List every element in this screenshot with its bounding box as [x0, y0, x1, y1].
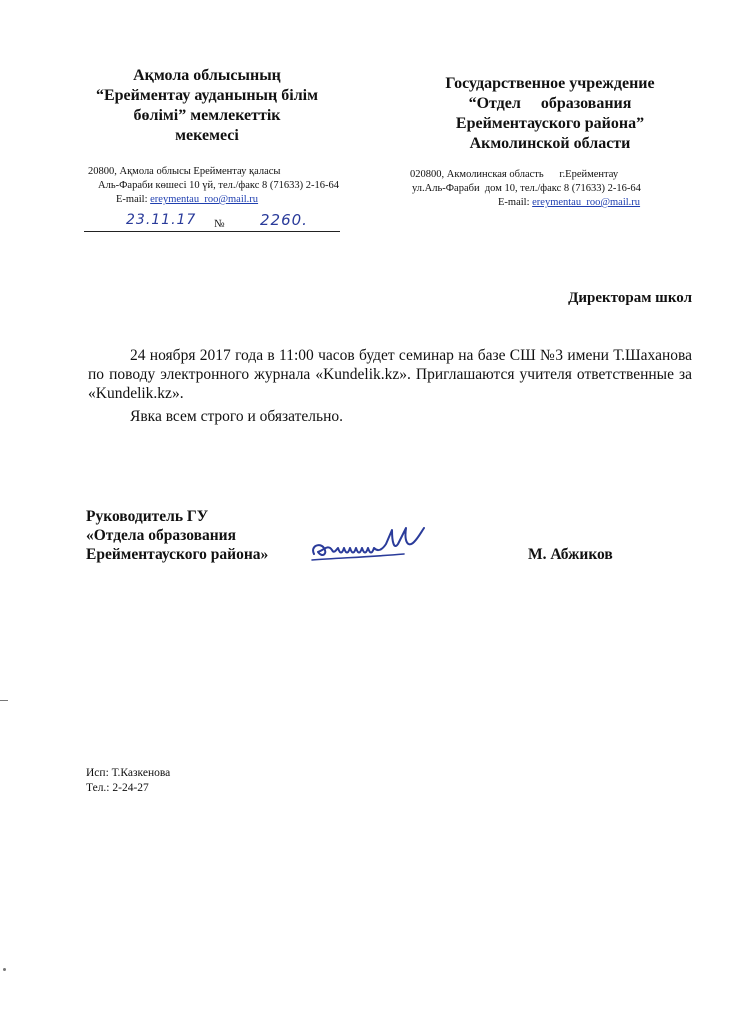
kz-email-link[interactable]: ereymentau_roo@mail.ru: [150, 194, 259, 205]
kz-address-line: 20800, Ақмола облысы Ерейментау қаласы: [88, 166, 281, 177]
kz-address-line: Аль-Фараби көшесі 10 үй, тел./факс 8 (71633) 2-16-64: [98, 180, 339, 191]
ru-address-line: 020800, Акмолинская область г.Ерейментау: [410, 169, 619, 180]
ru-title-line: “Отдел образования: [468, 95, 632, 112]
executor-phone: Тел.: 2-24-27: [86, 782, 149, 794]
ru-organization-title: [405, 74, 695, 154]
kz-title-line: мекемесі: [175, 127, 239, 144]
body-paragraph: 24 ноября 2017 года в 11:00 часов будет семинар на базе СШ №3 имени Т.Шаханова по поводу электронного журнала «Kundelik.kz». Приглашаются учителя ответственные за «Kundelik.kz».: [88, 347, 692, 402]
ru-email-line: [400, 196, 700, 210]
ru-title-line: Акмолинской области: [469, 135, 631, 152]
kz-address-block: [72, 165, 372, 207]
registration-underline: [84, 231, 340, 232]
executor-name: Исп: Т.Казкенова: [86, 767, 171, 779]
kz-title-line: “Ерейментау ауданының білім: [95, 87, 319, 104]
registration-line: [84, 211, 340, 234]
executor-block: [86, 766, 170, 796]
kz-organization-title: [62, 66, 352, 146]
signer-position-line: «Отдела образования: [86, 527, 236, 544]
handwritten-signature: [308, 520, 430, 570]
kz-email-line: [72, 193, 372, 207]
signer-position-line: Ерейментауского района»: [86, 546, 269, 563]
signer-position-line: Руководитель ГУ: [86, 508, 209, 525]
signer-position: [86, 507, 326, 564]
body-paragraph: Явка всем строго и обязательно.: [130, 408, 344, 425]
kz-title-line: Ақмола облысының: [133, 67, 281, 84]
scan-edge-mark: [0, 700, 8, 701]
ru-title-line: Ерейментауского района”: [455, 115, 645, 132]
signer-name: М. Абжиков: [528, 546, 613, 563]
ru-address-line: ул.Аль-Фараби дом 10, тел./факс 8 (71633) 2-16-64: [412, 183, 641, 194]
scan-edge-mark: [3, 968, 6, 971]
addressee: Директорам школ: [568, 290, 692, 306]
ru-title-line: Государственное учреждение: [445, 75, 655, 92]
kz-email-label: E-mail:: [116, 194, 151, 205]
ru-email-label: E-mail:: [498, 197, 533, 208]
registration-number: 2260.: [260, 211, 308, 229]
registration-date: 23.11.17: [126, 212, 197, 228]
ru-address-block: [400, 168, 700, 210]
number-sign: №: [214, 218, 225, 230]
ru-email-link[interactable]: ereymentau_roo@mail.ru: [532, 197, 641, 208]
kz-title-line: бөлімі” мемлекеттік: [133, 107, 281, 124]
